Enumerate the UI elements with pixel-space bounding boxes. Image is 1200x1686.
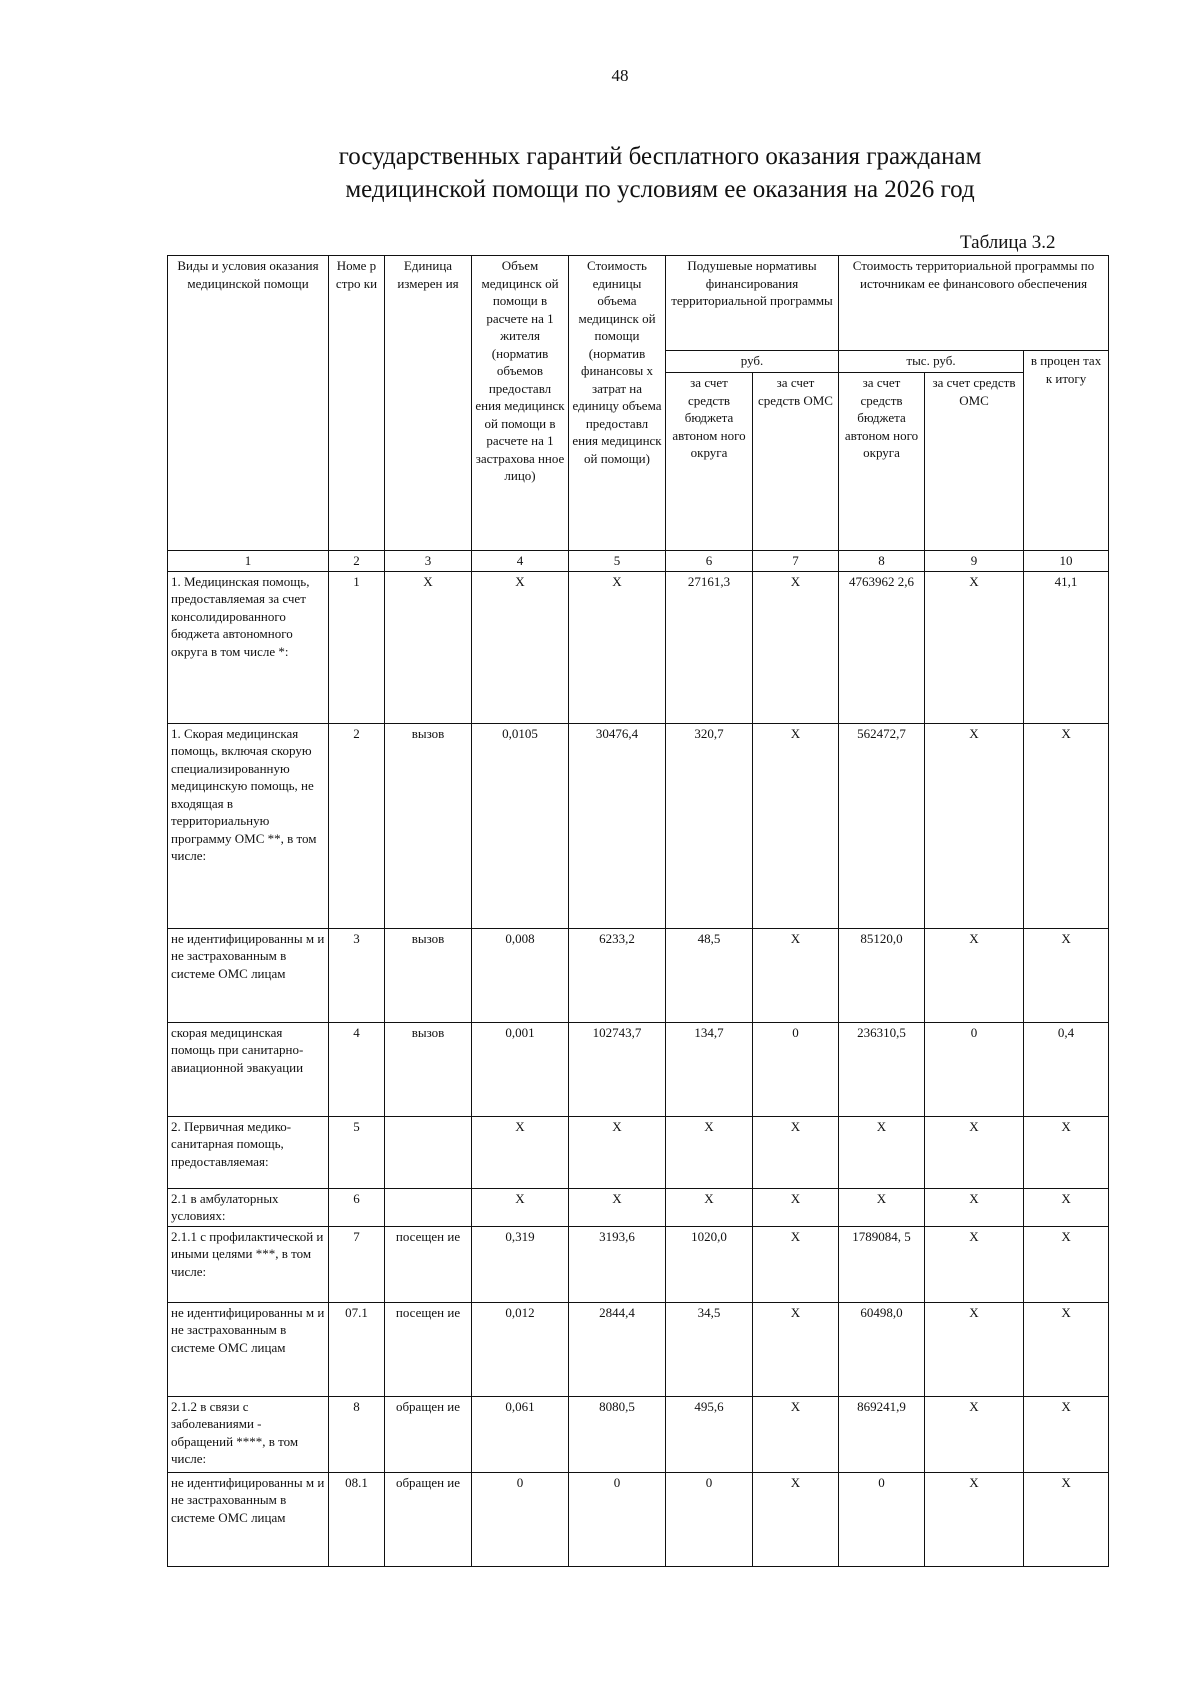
column-number: 4 [472, 551, 569, 572]
table-cell: X [569, 571, 666, 723]
row-label-cell: 2.1.2 в связи с заболеваниями - обращений ****, в том числе: [168, 1396, 329, 1472]
row-label-cell: 2.1 в амбулаторных условиях: [168, 1188, 329, 1226]
table-cell [385, 1116, 472, 1188]
table-cell: X [925, 723, 1024, 928]
row-label-cell: 2. Первичная медико-санитарная помощь, предоставляемая: [168, 1116, 329, 1188]
table-body [168, 571, 1109, 1566]
header-rub: руб. [666, 351, 839, 373]
table-cell: X [925, 928, 1024, 1022]
table-cell: вызов [385, 928, 472, 1022]
table-cell: 2844,4 [569, 1302, 666, 1396]
table-cell: вызов [385, 1022, 472, 1116]
table-cell: 320,7 [666, 723, 753, 928]
table-cell: X [666, 1116, 753, 1188]
row-label-cell: не идентифицированны м и не застрахованным в системе ОМС лицам [168, 1302, 329, 1396]
table-cell: X [925, 571, 1024, 723]
header-col-6: за счет средств бюджета автоном ного округа [666, 373, 753, 551]
table-cell: X [1024, 1188, 1109, 1226]
header-col-3: Единица измерен ия [385, 256, 472, 551]
row-label-cell: не идентифицированны м и не застрахованным в системе ОМС лицам [168, 1472, 329, 1566]
table-cell: 27161,3 [666, 571, 753, 723]
row-label-cell: 2.1.1 с профилактической и иными целями ***, в том числе: [168, 1226, 329, 1302]
column-number: 3 [385, 551, 472, 572]
table-cell: 1020,0 [666, 1226, 753, 1302]
table-row [168, 1302, 1109, 1396]
table-cell: 0 [472, 1472, 569, 1566]
table-cell [385, 1188, 472, 1226]
table-cell: X [1024, 1226, 1109, 1302]
table-cell: X [1024, 1472, 1109, 1566]
page-number: 48 [611, 66, 629, 85]
table-cell: 4763962 2,6 [839, 571, 925, 723]
table-cell: 0,001 [472, 1022, 569, 1116]
table-cell: 8080,5 [569, 1396, 666, 1472]
column-number: 10 [1024, 551, 1109, 572]
table-cell: 8 [329, 1396, 385, 1472]
table-cell: X [925, 1116, 1024, 1188]
column-number-row [168, 551, 1109, 572]
table-header [168, 256, 1109, 572]
table-cell: X [925, 1188, 1024, 1226]
table-cell: 2 [329, 723, 385, 928]
table-cell: 7 [329, 1226, 385, 1302]
header-col-2: Номе р стро ки [329, 256, 385, 551]
table-cell: посещен ие [385, 1302, 472, 1396]
table-cell: X [753, 571, 839, 723]
table-cell: 0,319 [472, 1226, 569, 1302]
table-cell: X [753, 928, 839, 1022]
table-row [168, 928, 1109, 1022]
table-cell: X [753, 1472, 839, 1566]
table-row [168, 1396, 1109, 1472]
table-cell: X [569, 1188, 666, 1226]
column-number: 7 [753, 551, 839, 572]
table-cell: 0 [753, 1022, 839, 1116]
table-row [168, 1116, 1109, 1188]
table-cell: X [925, 1226, 1024, 1302]
table-cell: X [753, 1188, 839, 1226]
table-cell: X [753, 1226, 839, 1302]
table-cell: 495,6 [666, 1396, 753, 1472]
row-label-cell: 1. Медицинская помощь, предоставляемая за счет консолидированного бюджета автономного округа в том числе *: [168, 571, 329, 723]
table-cell: 0,061 [472, 1396, 569, 1472]
table-cell: X [472, 1188, 569, 1226]
column-number: 5 [569, 551, 666, 572]
table-cell: обращен ие [385, 1472, 472, 1566]
table-cell: X [753, 1302, 839, 1396]
table-cell: 134,7 [666, 1022, 753, 1116]
title-line-1: государственных гарантий бесплатного оказания гражданам [338, 143, 982, 170]
table-cell: 5 [329, 1116, 385, 1188]
table-row [168, 723, 1109, 928]
table-cell: 0,4 [1024, 1022, 1109, 1116]
header-col-7: за счет средств ОМС [753, 373, 839, 551]
table-cell: X [925, 1302, 1024, 1396]
table-cell: 08.1 [329, 1472, 385, 1566]
table-cell: X [753, 1396, 839, 1472]
table-cell: 0,012 [472, 1302, 569, 1396]
table-cell: 6233,2 [569, 928, 666, 1022]
column-number: 6 [666, 551, 753, 572]
header-col-10: в процен тах к итогу [1024, 351, 1109, 551]
table-cell: 869241,9 [839, 1396, 925, 1472]
table-cell: X [1024, 1302, 1109, 1396]
header-thous-rub: тыс. руб. [839, 351, 1024, 373]
table-cell: X [472, 1116, 569, 1188]
row-label-cell: не идентифицированны м и не застрахованным в системе ОМС лицам [168, 928, 329, 1022]
column-number: 8 [839, 551, 925, 572]
header-col-8: за счет средств бюджета автоном ного округа [839, 373, 925, 551]
table-row [168, 1188, 1109, 1226]
table-cell: X [839, 1116, 925, 1188]
column-number: 2 [329, 551, 385, 572]
table-cell: 3 [329, 928, 385, 1022]
table-cell: 0 [839, 1472, 925, 1566]
row-label-cell: скорая медицинская помощь при санитарно-авиационной эвакуации [168, 1022, 329, 1116]
table-cell: X [753, 1116, 839, 1188]
column-number: 1 [168, 551, 329, 572]
table-row [168, 571, 1109, 723]
table-cell: 60498,0 [839, 1302, 925, 1396]
table-cell: 34,5 [666, 1302, 753, 1396]
table-cell: X [472, 571, 569, 723]
table-cell: X [1024, 1116, 1109, 1188]
table-cell: 41,1 [1024, 571, 1109, 723]
table-cell: X [1024, 928, 1109, 1022]
header-col-5: Стоимость единицы объема медицинск ой помощи (норматив финансовы х затрат на единицу объема предоставл ения медицинск ой помощи) [569, 256, 666, 551]
table-cell: обращен ие [385, 1396, 472, 1472]
header-col-4: Объем медицинск ой помощи в расчете на 1 жителя (норматив объемов предоставл ения медицинск ой помощи в расчете на 1 застрахова нное лицо) [472, 256, 569, 551]
table-cell: X [753, 723, 839, 928]
table-cell: 0 [569, 1472, 666, 1566]
table-cell: 48,5 [666, 928, 753, 1022]
table-cell: 0,0105 [472, 723, 569, 928]
page-title [260, 140, 1060, 206]
table-cell: X [1024, 723, 1109, 928]
table-row [168, 1472, 1109, 1566]
table-cell: 0,008 [472, 928, 569, 1022]
table-cell: 30476,4 [569, 723, 666, 928]
table-cell: X [385, 571, 472, 723]
header-group-cost: Стоимость территориальной программы по источникам ее финансового обеспечения [839, 256, 1109, 351]
table-cell: 6 [329, 1188, 385, 1226]
table-label: Таблица 3.2 [960, 232, 1056, 253]
table-cell: 0 [666, 1472, 753, 1566]
table-cell: X [569, 1116, 666, 1188]
header-group-percapita: Подушевые нормативы финансирования территориальной программы [666, 256, 839, 351]
table-row [168, 1022, 1109, 1116]
table-cell: X [839, 1188, 925, 1226]
column-number: 9 [925, 551, 1024, 572]
table-cell: 102743,7 [569, 1022, 666, 1116]
table-cell: 1 [329, 571, 385, 723]
table-cell: X [1024, 1396, 1109, 1472]
table-cell: 4 [329, 1022, 385, 1116]
title-line-2: медицинской помощи по условиям ее оказания на 2026 год [345, 176, 975, 203]
table-cell: X [666, 1188, 753, 1226]
table-cell: X [925, 1396, 1024, 1472]
header-col-1: Виды и условия оказания медицинской помощи [168, 256, 329, 551]
table-cell: 3193,6 [569, 1226, 666, 1302]
table-cell: 85120,0 [839, 928, 925, 1022]
financing-table [167, 255, 1109, 1567]
table-cell: вызов [385, 723, 472, 928]
header-col-9: за счет средств ОМС [925, 373, 1024, 551]
table-cell: 562472,7 [839, 723, 925, 928]
table-cell: 07.1 [329, 1302, 385, 1396]
table-cell: X [925, 1472, 1024, 1566]
table-cell: 236310,5 [839, 1022, 925, 1116]
table-cell: 1789084, 5 [839, 1226, 925, 1302]
row-label-cell: 1. Скорая медицинская помощь, включая скорую специализированную медицинскую помощь, не входящая в территориальную программу ОМС **, в том числе: [168, 723, 329, 928]
table-cell: 0 [925, 1022, 1024, 1116]
table-cell: посещен ие [385, 1226, 472, 1302]
table-row [168, 1226, 1109, 1302]
